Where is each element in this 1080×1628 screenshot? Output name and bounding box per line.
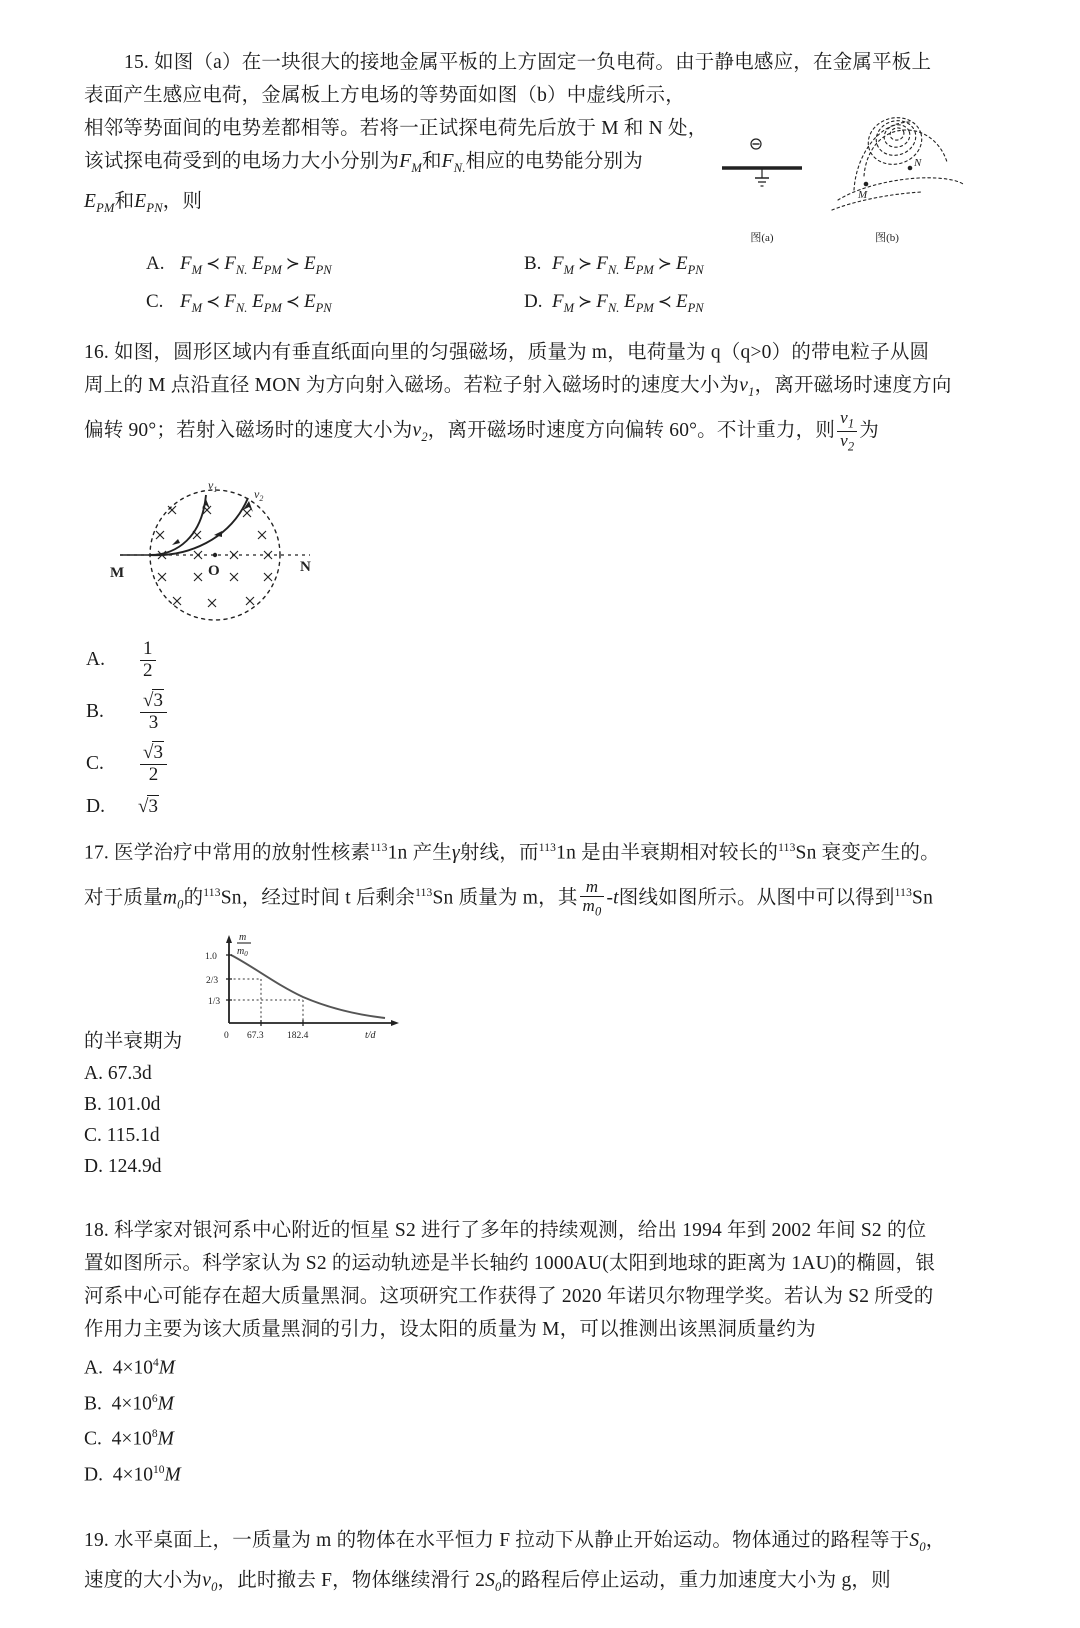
q18-option-B[interactable] bbox=[84, 1384, 964, 1420]
optD-EPN: E bbox=[676, 290, 688, 312]
q18-optC-exp: 8 bbox=[151, 1428, 158, 1441]
q16-label-v2: $v_2$ bbox=[254, 487, 264, 504]
q16-v1-sub: 1 bbox=[748, 385, 755, 400]
point-M-dot bbox=[864, 182, 869, 187]
q15-option-A-body bbox=[180, 249, 332, 285]
trajectory-v1-arrow bbox=[202, 499, 210, 509]
q16-optB-num bbox=[140, 691, 167, 713]
optA-EPN-sub: PN bbox=[315, 262, 332, 277]
q17-line-1 bbox=[84, 832, 964, 870]
optC-EPM: E bbox=[252, 290, 264, 312]
optA-F-rel: ≺ bbox=[206, 253, 221, 274]
q15-line-5 bbox=[84, 185, 764, 225]
optD-E-rel: ≺ bbox=[657, 291, 673, 312]
q16-option-D-value bbox=[138, 796, 159, 818]
q16-v2-sub: 2 bbox=[421, 430, 428, 445]
q19-S0-1-sub: 0 bbox=[919, 1539, 926, 1554]
q17-chart bbox=[199, 927, 429, 1047]
q15-line-4-tail: 相应的电势能分别为 bbox=[465, 151, 643, 172]
q19-v0: v bbox=[202, 1569, 212, 1591]
optC-E-rel: ≺ bbox=[285, 291, 301, 312]
q16-line-3c: 为 bbox=[859, 420, 879, 442]
optB-FN-sub: N. bbox=[607, 262, 620, 277]
q18-line-3: 河系中心可能存在超大质量黑洞。这项研究工作获得了 2020 年诺贝尔物理学奖。若认为 S2 所受的 bbox=[84, 1286, 934, 1308]
q16-line-2a: 周上的 M 点沿直径 MON 为方向射入磁场。若粒子射入磁场时的速度大小为 bbox=[84, 375, 740, 397]
symbol-F-N: F bbox=[441, 151, 454, 172]
optD-FN: F bbox=[596, 290, 608, 312]
optA-FM: F bbox=[180, 252, 192, 274]
q16-option-C[interactable] bbox=[84, 738, 964, 790]
symbol-F-N-sub: N. bbox=[453, 160, 466, 175]
q19-line-2 bbox=[84, 1564, 964, 1604]
q16-option-A-value bbox=[140, 639, 156, 681]
q18-optD-exp: 10 bbox=[152, 1463, 165, 1476]
q17-option-B[interactable]: B. 101.0d bbox=[84, 1094, 161, 1116]
q18-optA-unit: M bbox=[158, 1357, 175, 1379]
q16-line-3a: 偏转 90°；若射入磁场时的速度大小为 bbox=[84, 420, 413, 442]
q16-line-2b: ，离开磁场时速度方向 bbox=[754, 375, 952, 397]
q18-line-4: 作用力主要为该大质量黑洞的引力，设太阳的质量为 M，可以推测出该黑洞质量约为 bbox=[84, 1319, 816, 1341]
sqrt-icon: √3 bbox=[143, 690, 163, 712]
q16-optC-den: 2 bbox=[148, 763, 159, 785]
q17-m0: m bbox=[162, 887, 178, 909]
trajectory-v2 bbox=[150, 498, 248, 555]
q17-ytick-1: 1.0 bbox=[205, 952, 217, 963]
center-point-O bbox=[213, 553, 217, 557]
optC-FM: F bbox=[180, 290, 192, 312]
q17-option-C[interactable]: C. 115.1d bbox=[84, 1125, 160, 1147]
q16-ratio-fraction bbox=[837, 409, 857, 454]
q19-l1a: 19. 水平桌面上，一质量为 m 的物体在水平恒力 F 拉动下从静止开始运动。物体通过的路程等于 bbox=[84, 1530, 910, 1552]
q16-label-M: M bbox=[110, 565, 125, 582]
q17-l2a: 对于质量 bbox=[84, 887, 163, 909]
q17-half-life-label: 的半衰期为 bbox=[84, 1031, 183, 1053]
q17-l2c: 图线如图所示。从图中可以得到 bbox=[618, 887, 895, 909]
q18-option-A[interactable] bbox=[84, 1348, 964, 1384]
q15-option-C-body bbox=[180, 287, 332, 323]
q19-l1b: ， bbox=[925, 1530, 946, 1552]
question-19 bbox=[84, 1524, 964, 1604]
q17-option-D[interactable]: D. 124.9d bbox=[84, 1156, 162, 1178]
q16-v1: v bbox=[739, 375, 749, 397]
q15-line-2: 表面产生感应电荷，金属板上方电场的等势面如图（b）中虚线所示， bbox=[84, 85, 685, 106]
page-content bbox=[84, 46, 964, 1608]
q18-optC-letter: C. bbox=[84, 1428, 102, 1450]
trajectory-v1-mid-arrow bbox=[172, 539, 180, 545]
optD-EPM: E bbox=[624, 290, 636, 312]
y-axis-arrow bbox=[226, 935, 232, 943]
q15-option-D-body bbox=[552, 287, 704, 323]
symbol-F-M-sub: M bbox=[411, 160, 422, 175]
q17-l2-iso2-sup: 113 bbox=[415, 886, 433, 899]
optC-EPM-sub: PM bbox=[263, 300, 282, 315]
q17-option-A[interactable]: A. 67.3d bbox=[84, 1063, 152, 1085]
q15-option-D[interactable] bbox=[524, 287, 964, 323]
q15-option-B[interactable] bbox=[524, 249, 964, 285]
figure-a-group bbox=[722, 139, 802, 186]
q15-options-row-1 bbox=[84, 249, 964, 285]
symbol-F-M: F bbox=[399, 151, 412, 172]
q15-and-2: 和 bbox=[114, 190, 135, 212]
optA-FN-sub: N. bbox=[235, 262, 248, 277]
optA-EPN: E bbox=[304, 252, 316, 274]
q17-l2-iso-sup: 113 bbox=[203, 886, 221, 899]
q16-line-1: 16. 如图，圆形区域内有垂直纸面向里的匀强磁场，质量为 m，电荷量为 q（q>0）的带电粒子从圆 bbox=[84, 342, 930, 364]
q15-options-row-2 bbox=[84, 287, 964, 323]
q16-optC-num bbox=[140, 743, 167, 765]
q15-option-C-letter: C. bbox=[146, 290, 164, 312]
q17-ratio-den-sub: 0 bbox=[595, 904, 602, 919]
q19-l2c: 的路程后停止运动，重力加速度大小为 g，则 bbox=[501, 1569, 891, 1591]
optB-EPM: E bbox=[624, 252, 636, 274]
q16-ratio-den-sub: 2 bbox=[847, 439, 855, 454]
figure-b-group bbox=[832, 111, 963, 210]
q17-chart-svg bbox=[199, 927, 429, 1047]
q17-l2-iso2: Sn 质量为 m，其 bbox=[432, 887, 578, 909]
q15-option-B-letter: B. bbox=[524, 252, 542, 274]
optA-FN: F bbox=[224, 252, 236, 274]
q17-l2-iso: Sn，经过时间 t 后剩余 bbox=[220, 887, 416, 909]
optB-FN: F bbox=[596, 252, 608, 274]
q19-S0-2: S bbox=[485, 1569, 496, 1591]
sqrt-icon: √3 bbox=[138, 796, 158, 818]
q16-option-D-letter: D. bbox=[86, 796, 105, 818]
q15-option-A[interactable] bbox=[84, 249, 524, 285]
q16-label-v1: $v_1$ bbox=[208, 478, 218, 495]
q15-line-4-text: 该试探电荷受到的电场力大小分别为 bbox=[84, 151, 400, 172]
q15-label-M: M bbox=[858, 189, 868, 201]
q19-l2b: ，此时撤去 F，物体继续滑行 2 bbox=[217, 1569, 486, 1591]
q18-options bbox=[84, 1348, 964, 1490]
q18-line-1: 18. 科学家对银河系中心附近的恒星 S2 进行了多年的持续观测，给出 1994 年到 2002 年间 S2 的位 bbox=[84, 1220, 927, 1242]
optB-FM-sub: M bbox=[563, 262, 575, 277]
q17-gamma: γ bbox=[451, 842, 460, 864]
x-axis-arrow bbox=[391, 1020, 399, 1026]
q16-optC-radicand: 3 bbox=[153, 742, 163, 764]
q16-option-B[interactable] bbox=[84, 686, 964, 738]
q18-optA-coef: 4×10 bbox=[112, 1357, 153, 1379]
q15-and-1: 和 bbox=[421, 151, 442, 172]
q17-iso3: Sn 衰变产生的。 bbox=[795, 842, 940, 864]
q16-option-A[interactable] bbox=[84, 634, 964, 686]
q18-option-C[interactable] bbox=[84, 1419, 964, 1455]
q18-option-D[interactable] bbox=[84, 1455, 964, 1491]
optC-FM-sub: M bbox=[191, 300, 203, 315]
q15-label-N: N bbox=[914, 157, 922, 169]
optB-EPM-sub: PM bbox=[635, 262, 654, 277]
symbol-E-PN-sub: PN bbox=[146, 200, 163, 215]
question-17 bbox=[84, 832, 964, 1182]
q17-line-2 bbox=[84, 870, 964, 927]
q15-caption-b: 图(b) bbox=[875, 232, 899, 244]
optB-F-rel: ≻ bbox=[578, 253, 593, 274]
q16-figure bbox=[102, 465, 332, 630]
q17-m0-sub: 0 bbox=[177, 897, 184, 912]
q18-optD-letter: D. bbox=[84, 1464, 103, 1486]
q17-iso1: 1n 产生 bbox=[387, 842, 452, 864]
q17-l2-iso3-sup: 113 bbox=[894, 886, 913, 899]
optC-EPN: E bbox=[304, 290, 316, 312]
optC-EPN-sub: PN bbox=[315, 300, 332, 315]
q17-iso3-sup: 113 bbox=[778, 842, 796, 855]
q18-optB-exp: 6 bbox=[151, 1392, 158, 1405]
point-N-dot bbox=[908, 166, 913, 171]
q15-line-3: 相邻等势面间的电势差都相等。若将一正试探电荷先后放于 M 和 N 处， bbox=[84, 118, 708, 139]
optD-EPN-sub: PN bbox=[687, 300, 704, 315]
q17-l1b: 射线，而 bbox=[459, 842, 539, 864]
q19-S0-2-sub: 0 bbox=[495, 1579, 502, 1594]
optB-E-rel: ≻ bbox=[657, 253, 673, 274]
q18-optA-letter: A. bbox=[84, 1357, 103, 1379]
q16-v2: v bbox=[412, 420, 422, 442]
q17-l2b: 的 bbox=[183, 887, 204, 909]
optD-EPM-sub: PM bbox=[635, 300, 654, 315]
q18-optA-exp: 4 bbox=[152, 1357, 159, 1370]
optA-EPM: E bbox=[252, 252, 264, 274]
q16-options bbox=[84, 634, 964, 824]
q19-l2a: 速度的大小为 bbox=[84, 1569, 203, 1591]
q17-l1a: 17. 医学治疗中常用的放射性核素 bbox=[84, 842, 371, 864]
q15-option-A-letter: A. bbox=[146, 252, 165, 274]
question-15 bbox=[84, 46, 964, 322]
svg-text:m0: $m_0$ bbox=[237, 946, 248, 959]
q15-option-C[interactable] bbox=[84, 287, 524, 323]
q17-xtick-0: 0 bbox=[224, 1031, 229, 1042]
q15-figure-svg bbox=[714, 106, 964, 224]
q15-option-B-body bbox=[552, 249, 704, 285]
q17-iso2-sup: 113 bbox=[538, 842, 557, 855]
q18-optB-coef: 4×10 bbox=[111, 1393, 152, 1415]
q18-optD-coef: 4×10 bbox=[112, 1464, 153, 1486]
optB-EPN-sub: PN bbox=[687, 262, 704, 277]
optA-FM-sub: M bbox=[191, 262, 203, 277]
optB-EPN: E bbox=[676, 252, 688, 274]
q17-ytick-2: 2/3 bbox=[206, 976, 219, 987]
q16-ratio-den: v bbox=[840, 431, 848, 451]
q17-ratio-fraction bbox=[580, 878, 605, 919]
question-16 bbox=[84, 336, 964, 824]
q16-option-A-letter: A. bbox=[86, 649, 105, 671]
q15-option-D-letter: D. bbox=[524, 290, 543, 312]
q17-xaxis-label: t/d bbox=[365, 1030, 376, 1042]
symbol-E-PN: E bbox=[134, 190, 147, 212]
q16-optA-den: 2 bbox=[143, 659, 153, 681]
q16-ratio-num: v bbox=[840, 408, 848, 428]
q18-optC-unit: M bbox=[157, 1428, 174, 1450]
q16-optD-radicand: 3 bbox=[148, 796, 158, 818]
q16-optB-radicand: 3 bbox=[153, 690, 163, 712]
q16-option-D[interactable] bbox=[84, 790, 964, 824]
q15-figure bbox=[714, 106, 964, 244]
sqrt-icon: √3 bbox=[143, 742, 163, 764]
q19-S0-1: S bbox=[909, 1530, 920, 1552]
q16-option-C-value bbox=[140, 743, 167, 785]
symbol-E-PM-sub: PM bbox=[96, 200, 115, 215]
q16-optA-num: 1 bbox=[140, 639, 156, 661]
q16-ratio-num-sub: 1 bbox=[847, 416, 855, 431]
q15-line-5-tail: ，则 bbox=[162, 190, 203, 212]
decay-curve bbox=[231, 955, 385, 1018]
optD-FN-sub: N. bbox=[607, 300, 620, 315]
optD-F-rel: ≻ bbox=[578, 291, 593, 312]
q17-iso2: 1n 是由半衰期相对较长的 bbox=[556, 842, 779, 864]
q16-line-3b: ，离开磁场时速度方向偏转 60°。不计重力，则 bbox=[427, 420, 836, 442]
q19-line-1 bbox=[84, 1524, 964, 1564]
q16-line-2 bbox=[84, 369, 964, 409]
q15-caption-a: 图(a) bbox=[750, 232, 774, 244]
symbol-E-PM: E bbox=[84, 190, 97, 212]
q15-line-4 bbox=[84, 145, 764, 185]
q17-ratio-den: m bbox=[582, 896, 596, 916]
optC-FN: F bbox=[224, 290, 236, 312]
q17-xtick-2: 182.4 bbox=[287, 1031, 309, 1042]
optD-FM: F bbox=[552, 290, 564, 312]
optC-FN-sub: N. bbox=[235, 300, 248, 315]
q16-optB-den: 3 bbox=[148, 711, 159, 733]
q16-label-O: O bbox=[208, 563, 220, 580]
q16-label-N: N bbox=[300, 559, 311, 576]
question-18 bbox=[84, 1214, 964, 1490]
q16-option-B-value bbox=[140, 691, 167, 733]
q19-v0-sub: 0 bbox=[211, 1579, 218, 1594]
q17-yaxis-label bbox=[237, 932, 251, 958]
guide-lines bbox=[229, 979, 303, 1023]
q16-option-B-letter: B. bbox=[86, 701, 104, 723]
q17-iso1-sup: 113 bbox=[370, 842, 388, 855]
optB-FM: F bbox=[552, 252, 564, 274]
optA-EPM-sub: PM bbox=[263, 262, 282, 277]
q17-options bbox=[84, 1058, 964, 1182]
q17-ytick-3: 1/3 bbox=[208, 997, 221, 1008]
q18-optB-letter: B. bbox=[84, 1393, 102, 1415]
q18-optB-unit: M bbox=[157, 1393, 174, 1415]
optC-F-rel: ≺ bbox=[206, 291, 221, 312]
q17-minus-t: -t bbox=[606, 887, 619, 909]
q18-optC-coef: 4×10 bbox=[111, 1428, 152, 1450]
optD-FM-sub: M bbox=[563, 300, 575, 315]
q17-l2-iso3: Sn bbox=[912, 887, 934, 909]
q16-line-3 bbox=[84, 409, 964, 459]
q17-ratio-num: m bbox=[585, 877, 599, 897]
q15-line-1: 15. 如图（a）在一块很大的接地金属平板的上方固定一负电荷。由于静电感应，在金属平板上 bbox=[124, 52, 932, 73]
svg-text:m: m bbox=[239, 932, 247, 944]
optA-E-rel: ≻ bbox=[285, 253, 301, 274]
q16-option-C-letter: C. bbox=[86, 753, 104, 775]
q18-optD-unit: M bbox=[164, 1464, 181, 1486]
q17-xtick-1: 67.3 bbox=[247, 1031, 264, 1042]
q18-line-2: 置如图所示。科学家认为 S2 的运动轨迹是半长轴约 1000AU(太阳到地球的距离为 1AU)的椭圆，银 bbox=[84, 1253, 936, 1275]
q16-figure-svg bbox=[102, 465, 332, 630]
